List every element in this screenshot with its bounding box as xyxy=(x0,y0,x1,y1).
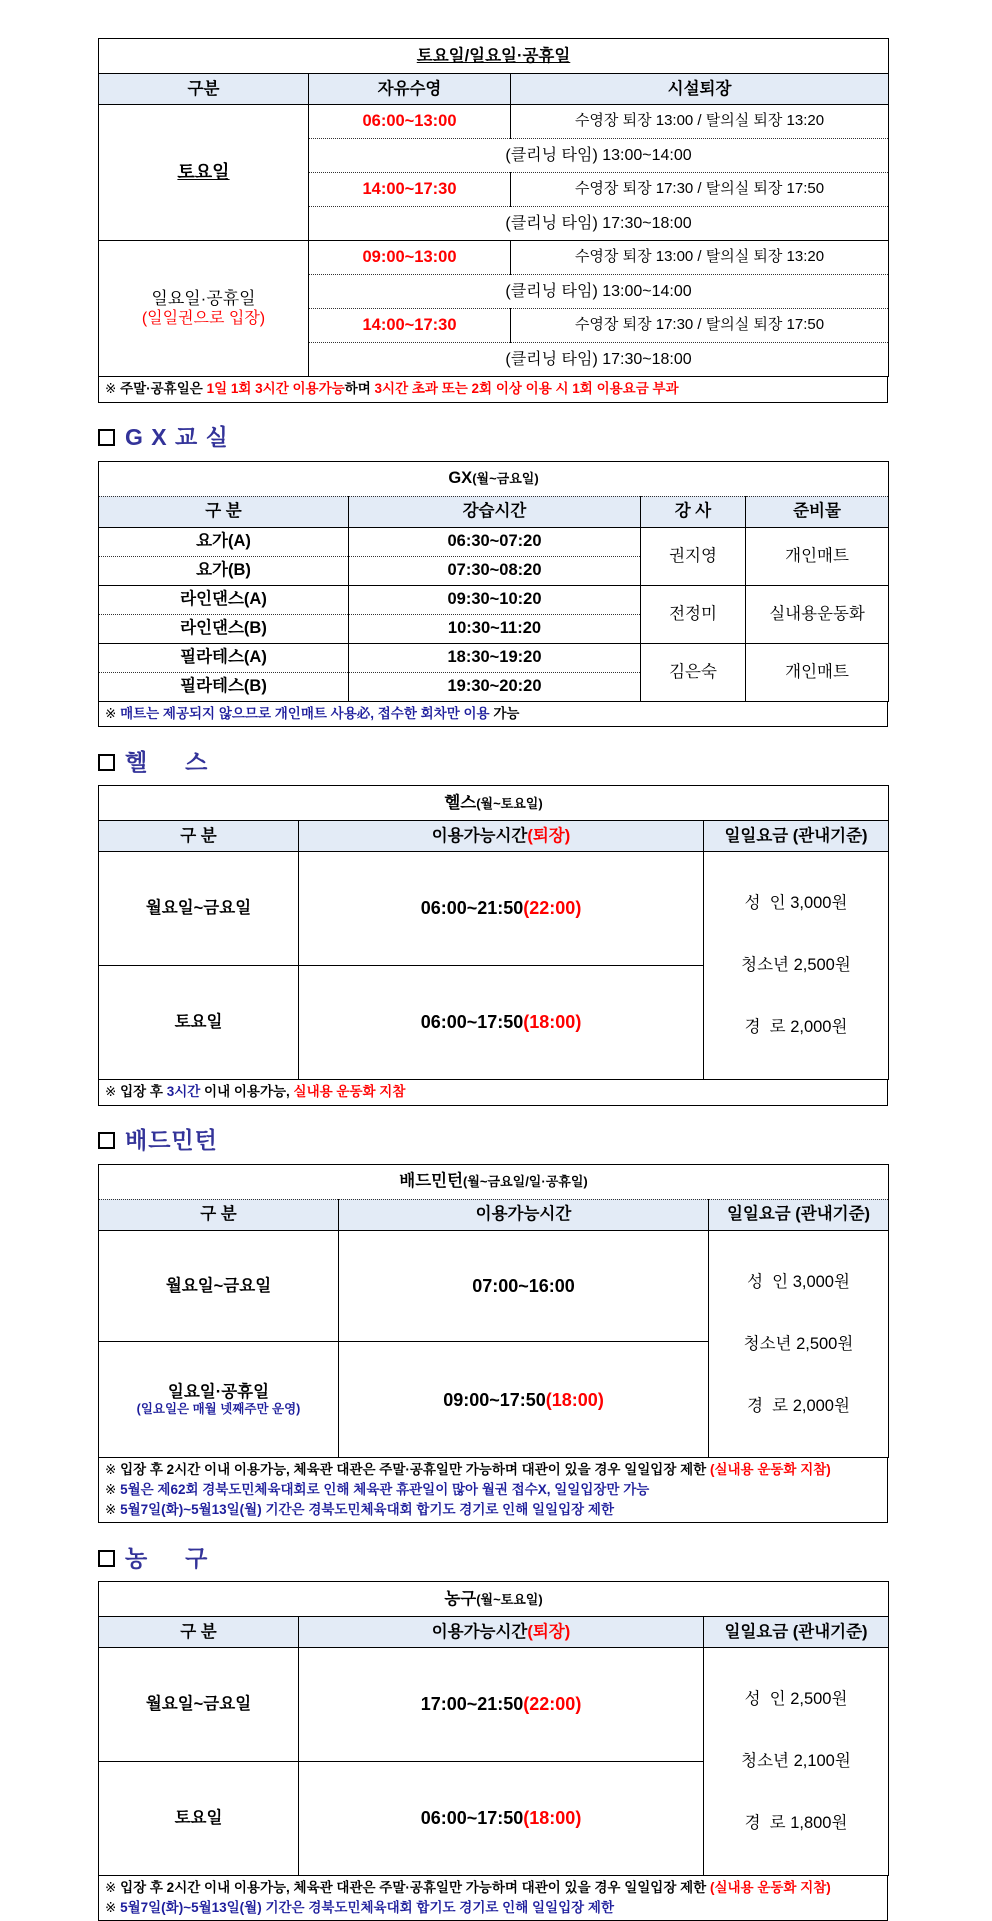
swim-group-label-saturday-text: 토요일 xyxy=(177,162,230,183)
gx-teacher: 권지영 xyxy=(641,527,746,585)
table-row xyxy=(99,105,889,139)
note-marker-icon: ※ xyxy=(105,1501,121,1517)
badminton-caption xyxy=(99,1164,889,1199)
note-text: 5월은 제62회 경북도민체육대회로 인해 체육관 휴관일이 많아 월권 접수X, 일일입장만 가능 xyxy=(120,1482,650,1497)
health-fee-cell xyxy=(704,852,889,1080)
basketball-schedule-table xyxy=(98,1581,889,1876)
swim-time-cell xyxy=(309,241,511,275)
note-text: 입장 후 xyxy=(120,1084,167,1099)
gx-class-name: 필라테스(B) xyxy=(99,672,349,701)
note-text: 입장 후 2시간 이내 이용가능, 체육관 대관은 주말·공휴일만 가능하며 대관이 있을 경우 일일입장 제한 xyxy=(120,1880,710,1895)
swim-time-text: 06:00~13:00 xyxy=(362,112,457,131)
swim-exit-text: 수영장 퇴장 13:00 / 탈의실 퇴장 13:20 xyxy=(574,248,825,266)
swim-exit-text: 수영장 퇴장 17:30 / 탈의실 퇴장 17:50 xyxy=(574,180,825,198)
health-day: 토요일 xyxy=(99,966,299,1080)
swim-cleaning-text: (클리닝 타임) 17:30~18:00 xyxy=(505,214,692,232)
badminton-time-main: 07:00~16:00 xyxy=(472,1275,575,1296)
fee-youth: 청소년 2,100원 xyxy=(741,1752,851,1771)
basketball-fee-cell xyxy=(704,1648,889,1876)
section-title-badminton: 배드민턴 xyxy=(125,1127,218,1154)
note-line xyxy=(105,1898,883,1918)
gx-header-item: 준비물 xyxy=(746,496,889,527)
badminton-caption-sub: (월~금요일/일·공휴일) xyxy=(463,1174,588,1190)
basketball-time-exit: (18:00) xyxy=(523,1808,582,1829)
badminton-time xyxy=(339,1230,709,1342)
badminton-time-exit: (18:00) xyxy=(545,1389,604,1410)
health-notes xyxy=(98,1080,888,1106)
swim-exit-cell xyxy=(511,309,889,343)
note-text: 하며 xyxy=(344,381,375,396)
gx-class-name: 라인댄스(A) xyxy=(99,585,349,614)
basketball-day: 월요일~금요일 xyxy=(99,1648,299,1762)
gx-class-name: 라인댄스(B) xyxy=(99,614,349,643)
badminton-fee-cell xyxy=(709,1230,889,1458)
swim-group-label-saturday xyxy=(99,105,309,241)
note-text: 3시간 xyxy=(166,1084,201,1099)
swim-exit-cell xyxy=(511,241,889,275)
swim-header-freeswim: 자유수영 xyxy=(309,74,511,105)
gx-header-gubun: 구 분 xyxy=(99,496,349,527)
badminton-header-gubun: 구 분 xyxy=(99,1199,339,1230)
gx-caption-row xyxy=(99,461,889,496)
section-title-gx: G X 교 실 xyxy=(125,424,229,451)
note-text: (실내용 운동화 지참) xyxy=(709,1462,831,1478)
basketball-day: 토요일 xyxy=(99,1762,299,1876)
badminton-day: 월요일~금요일 xyxy=(99,1230,339,1342)
gx-class-name: 요가(B) xyxy=(99,556,349,585)
note-marker-icon: ※ xyxy=(105,705,121,721)
health-time-main: 06:00~17:50 xyxy=(420,1012,524,1033)
health-day: 월요일~금요일 xyxy=(99,852,299,966)
basketball-caption xyxy=(99,1582,889,1617)
health-time xyxy=(299,852,704,966)
health-header-time-main: 이용가능시간 xyxy=(431,826,528,845)
note-line xyxy=(105,704,883,724)
badminton-time-main: 09:00~17:50 xyxy=(443,1389,546,1410)
swim-caption-row xyxy=(99,39,889,74)
swim-cleaning-cell xyxy=(309,275,889,309)
fee-youth: 청소년 2,500원 xyxy=(741,956,851,975)
swim-cleaning-text: (클리닝 타임) 13:00~14:00 xyxy=(505,282,692,300)
section-heading-basketball xyxy=(98,1541,992,1575)
gx-header-teacher: 강 사 xyxy=(641,496,746,527)
swim-time-cell xyxy=(309,309,511,343)
fee-adult: 성 인 2,500원 xyxy=(744,1690,848,1709)
note-text: 매트는 제공되지 않으므로 개인매트 사용必, 접수한 회차만 이용 xyxy=(120,705,490,721)
gx-teacher: 전정미 xyxy=(641,585,746,643)
basketball-caption-row xyxy=(99,1582,889,1617)
table-row xyxy=(99,585,889,614)
health-time-exit: (18:00) xyxy=(523,1012,582,1033)
section-heading-badminton xyxy=(98,1124,992,1158)
square-bullet-icon xyxy=(98,754,115,771)
swim-group-label-sunday-sub: (일일권으로 입장) xyxy=(141,310,266,328)
note-line xyxy=(105,1878,883,1898)
health-caption-sub: (월~토요일) xyxy=(476,795,543,811)
gx-item: 실내용운동화 xyxy=(746,585,889,643)
fee-adult: 성 인 3,000원 xyxy=(747,1272,850,1291)
gx-class-name: 필라테스(A) xyxy=(99,643,349,672)
basketball-header-gubun: 구 분 xyxy=(99,1617,299,1648)
basketball-caption-main: 농구 xyxy=(444,1589,477,1608)
note-text: (실내용 운동화 지참) xyxy=(709,1880,831,1895)
basketball-time-exit: (22:00) xyxy=(523,1694,582,1715)
swim-caption xyxy=(99,39,889,74)
health-time xyxy=(299,966,704,1080)
basketball-notes xyxy=(98,1876,888,1921)
table-row xyxy=(99,1230,889,1342)
fee-senior: 경 로 2,000원 xyxy=(747,1396,850,1415)
swim-exit-text: 수영장 퇴장 13:00 / 탈의실 퇴장 13:20 xyxy=(574,112,825,130)
basketball-time xyxy=(299,1762,704,1876)
health-caption-row xyxy=(99,786,889,821)
note-text: 이내 이용가능, xyxy=(200,1084,294,1099)
swim-time-text: 14:00~17:30 xyxy=(362,180,457,199)
health-header-row xyxy=(99,821,889,852)
swim-cleaning-cell xyxy=(309,139,889,173)
note-marker-icon: ※ xyxy=(105,1482,121,1497)
section-heading-gx xyxy=(98,421,992,455)
swim-cleaning-cell xyxy=(309,207,889,241)
gx-class-time: 07:30~08:20 xyxy=(349,556,641,585)
gx-item: 개인매트 xyxy=(746,643,889,701)
gx-teacher: 김은숙 xyxy=(641,643,746,701)
swim-group-label-sunday-text: 일요일·공휴일 xyxy=(151,288,256,308)
table-row xyxy=(99,643,889,672)
note-text: 가능 xyxy=(489,705,520,721)
note-text: 1일 1회 3시간 이용가능 xyxy=(206,381,345,396)
swim-exit-cell xyxy=(511,105,889,139)
fee-youth: 청소년 2,500원 xyxy=(743,1334,854,1353)
gx-header-row xyxy=(99,496,889,527)
swim-notes xyxy=(98,377,888,403)
gx-class-name: 요가(A) xyxy=(99,527,349,556)
health-header-fee: 일일요금 (관내기준) xyxy=(704,821,889,852)
swim-time-text: 09:00~13:00 xyxy=(362,248,457,267)
section-title-basketball: 농 구 xyxy=(125,1544,209,1571)
badminton-time xyxy=(339,1342,709,1458)
square-bullet-icon xyxy=(98,1132,115,1149)
table-row xyxy=(99,1648,889,1762)
fee-senior: 경 로 1,800원 xyxy=(744,1814,848,1833)
note-marker-icon: ※ xyxy=(105,1084,121,1099)
note-marker-icon: ※ xyxy=(105,381,121,396)
note-text: 5월7일(화)~5월13일(월) 기간은 경북도민체육대회 합기도 경기로 인해 일일입장 제한 xyxy=(120,1899,614,1915)
swim-cleaning-cell xyxy=(309,343,889,377)
note-marker-icon: ※ xyxy=(105,1462,121,1478)
note-line xyxy=(105,1460,883,1480)
square-bullet-icon xyxy=(98,429,115,446)
health-header-gubun: 구 분 xyxy=(99,821,299,852)
badminton-caption-main: 배드민턴 xyxy=(399,1172,464,1191)
swim-exit-text: 수영장 퇴장 17:30 / 탈의실 퇴장 17:50 xyxy=(574,316,825,334)
gx-header-time: 강습시간 xyxy=(349,496,641,527)
swim-group-label-sunday xyxy=(99,241,309,377)
gx-schedule-table xyxy=(98,461,889,702)
gx-caption xyxy=(99,461,889,496)
note-line xyxy=(105,1480,883,1500)
badminton-caption-row xyxy=(99,1164,889,1199)
gx-class-time: 18:30~19:20 xyxy=(349,643,641,672)
swim-time-cell xyxy=(309,173,511,207)
section-heading-health xyxy=(98,745,992,779)
health-time-main: 06:00~21:50 xyxy=(420,898,524,919)
gx-class-time: 06:30~07:20 xyxy=(349,527,641,556)
gx-notes xyxy=(98,702,888,728)
swim-exit-cell xyxy=(511,173,889,207)
badminton-day-sub: (일요일은 매월 넷째주만 운영) xyxy=(136,1402,301,1417)
gx-class-time: 19:30~20:20 xyxy=(349,672,641,701)
health-caption-main: 헬스 xyxy=(444,793,477,812)
basketball-time-main: 17:00~21:50 xyxy=(420,1694,524,1715)
swim-cleaning-text: (클리닝 타임) 13:00~14:00 xyxy=(505,146,692,164)
gx-caption-sub: (월~금요일) xyxy=(472,471,539,487)
note-marker-icon: ※ xyxy=(105,1880,121,1895)
health-time-exit: (22:00) xyxy=(523,898,582,919)
section-title-health: 헬 스 xyxy=(125,748,209,775)
square-bullet-icon xyxy=(98,1550,115,1567)
note-text: 입장 후 2시간 이내 이용가능, 체육관 대관은 주말·공휴일만 가능하며 대관이 있을 경우 일일입장 제한 xyxy=(120,1462,710,1478)
note-text: 5월7일(화)~5월13일(월) 기간은 경북도민체육대회 합기도 경기로 인해 일일입장 제한 xyxy=(120,1501,614,1517)
note-text: 주말·공휴일은 xyxy=(120,381,207,396)
basketball-caption-sub: (월~토요일) xyxy=(476,1591,543,1607)
swim-time-cell xyxy=(309,105,511,139)
health-caption xyxy=(99,786,889,821)
note-text: 실내용 운동화 지참 xyxy=(293,1084,406,1099)
gx-item: 개인매트 xyxy=(746,527,889,585)
badminton-header-time: 이용가능시간 xyxy=(339,1199,709,1230)
basketball-header-time xyxy=(299,1617,704,1648)
note-line xyxy=(105,1500,883,1520)
table-row xyxy=(99,527,889,556)
basketball-header-time-main: 이용가능시간 xyxy=(431,1622,528,1641)
health-header-time xyxy=(299,821,704,852)
badminton-day-main: 일요일·공휴일 xyxy=(167,1382,270,1401)
badminton-schedule-table xyxy=(98,1164,889,1459)
fee-adult: 성 인 3,000원 xyxy=(744,894,848,913)
gx-caption-main: GX xyxy=(448,469,473,488)
swim-header-gubun: 구분 xyxy=(99,74,309,105)
swim-header-exit: 시설퇴장 xyxy=(511,74,889,105)
note-line xyxy=(105,1082,883,1102)
badminton-notes xyxy=(98,1458,888,1523)
swim-cleaning-text: (클리닝 타임) 17:30~18:00 xyxy=(505,350,692,368)
basketball-header-row xyxy=(99,1617,889,1648)
fee-senior: 경 로 2,000원 xyxy=(744,1018,848,1037)
note-text: 3시간 초과 또는 2회 이상 이용 시 1회 이용요금 부과 xyxy=(374,381,679,396)
table-row xyxy=(99,241,889,275)
gx-class-time: 09:30~10:20 xyxy=(349,585,641,614)
basketball-header-fee: 일일요금 (관내기준) xyxy=(704,1617,889,1648)
basketball-time xyxy=(299,1648,704,1762)
gx-class-time: 10:30~11:20 xyxy=(349,614,641,643)
badminton-header-fee: 일일요금 (관내기준) xyxy=(709,1199,889,1230)
health-header-time-exit: (퇴장) xyxy=(527,826,571,845)
health-schedule-table xyxy=(98,785,889,1080)
basketball-time-main: 06:00~17:50 xyxy=(420,1808,524,1829)
swim-caption-text: 토요일/일요일·공휴일 xyxy=(416,46,571,65)
basketball-header-time-exit: (퇴장) xyxy=(527,1622,571,1641)
swim-schedule-table xyxy=(98,38,889,377)
table-row xyxy=(99,852,889,966)
swim-time-text: 14:00~17:30 xyxy=(362,316,457,335)
swim-header-row xyxy=(99,74,889,105)
note-line xyxy=(105,379,883,399)
badminton-day xyxy=(99,1342,339,1458)
note-marker-icon: ※ xyxy=(105,1899,121,1915)
badminton-header-row xyxy=(99,1199,889,1230)
